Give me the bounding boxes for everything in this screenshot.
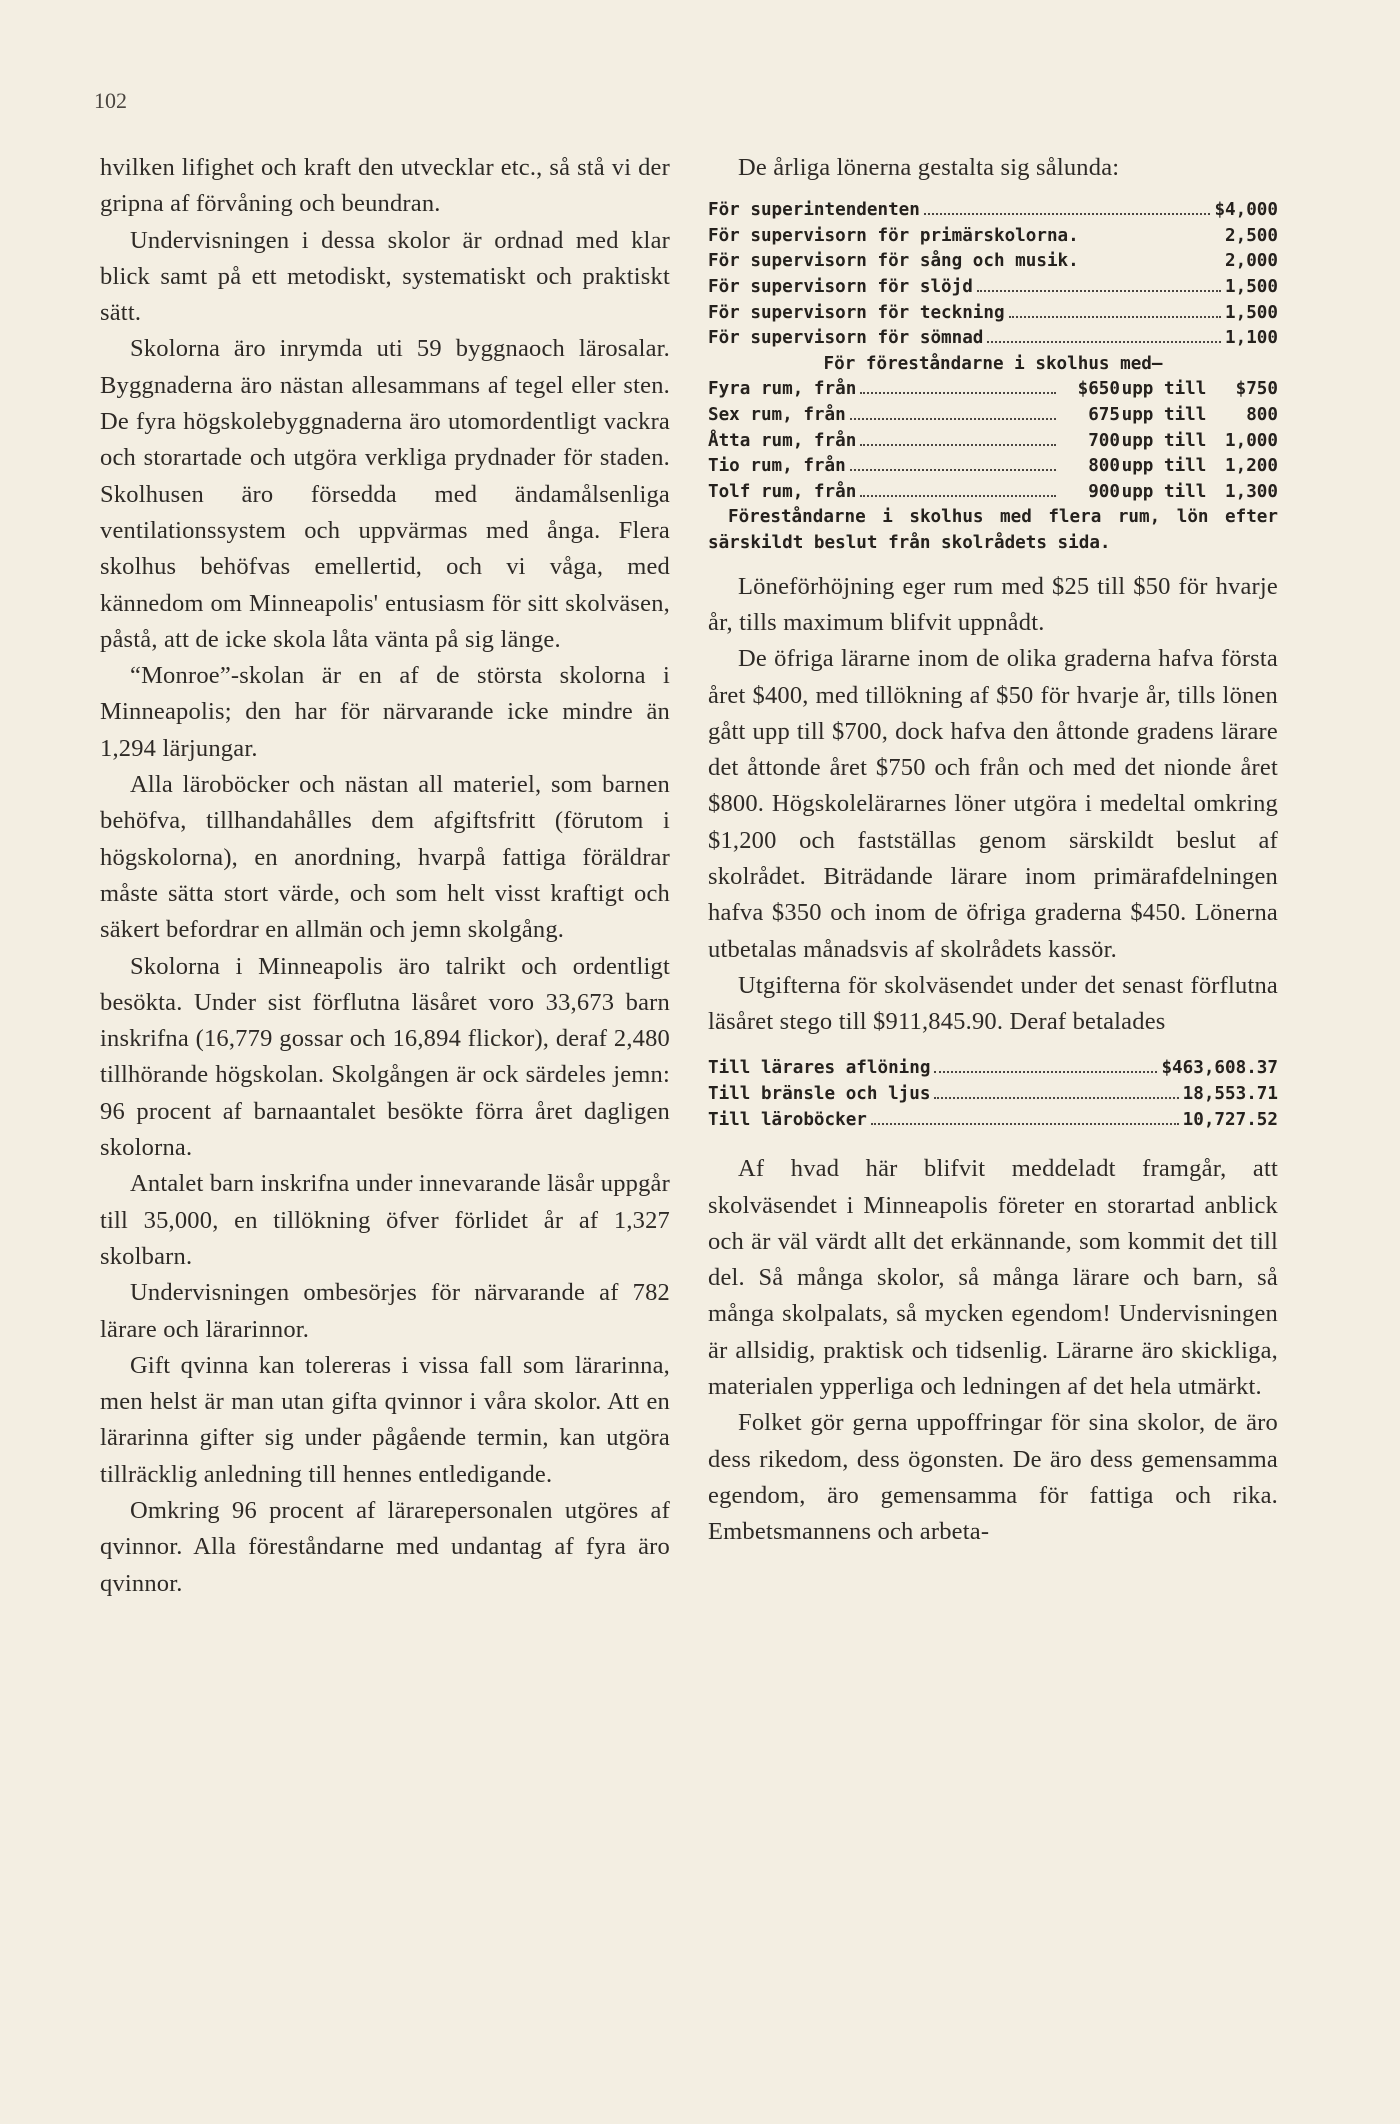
range-separator: upp till (1121, 481, 1207, 502)
principal-row (708, 480, 1278, 506)
expense-amount: $463,608.37 (1161, 1058, 1278, 1079)
paragraph: Omkring 96 procent af lärarepersonalen utgöres af qvinnor. Alla föreståndarne med undantag af fyra äro qvinnor. (100, 1496, 670, 1597)
principal-label: Sex rum, från (708, 405, 846, 426)
dot-leader (977, 278, 1221, 292)
expense-row (708, 1108, 1278, 1134)
salary-label: För supervisorn för primärskolorna. (708, 225, 1079, 246)
paragraph: Undervisningen i dessa skolor är ordnad med klar blick samt på ett metodiskt, systematiskt och praktiskt sätt. (100, 226, 670, 327)
paragraph: De öfriga lärarne inom de olika graderna hafva första året $400, med tillökning af $50 för hvarje år, tills lönen gått upp till $700, dock hafva den åttonde gradens lärare det åttonde året $750 och från och med det nionde året $800. Högskolelärarnes löner utgöra i medeltal omkring $1,200 och fastställas genom särskildt beslut af skolrådet. Biträdande lärare inom primärafdelningen hafva $350 och inom de öfriga graderna $450. Lönerna utbetalas månadsvis af skolrådets kassör. (708, 645, 1278, 963)
paragraph: Utgifterna för skolväsendet under det senast förflutna läsåret stego till $911,845.90. Deraf betalades (708, 971, 1278, 1036)
salary-amount: 2,000 (1225, 251, 1278, 272)
page-number: 102 (94, 88, 127, 113)
range-to: $750 (1235, 379, 1278, 400)
expense-label: Till läroböcker (708, 1109, 867, 1130)
paragraph: Löneförhöjning eger rum med $25 till $50 för hvarje år, tills maximum blifvit uppnådt. (708, 572, 1278, 636)
range-to: 1,300 (1225, 481, 1278, 502)
paragraph: hvilken lifighet och kraft den utvecklar etc., så stå vi der gripna af förvåning och beundran. (100, 154, 670, 218)
dot-leader (860, 483, 1056, 497)
principal-label: Tio rum, från (708, 456, 846, 477)
principal-row (708, 403, 1278, 429)
salary-label: För supervisorn för slöjd (708, 277, 973, 298)
range-to: 800 (1246, 405, 1278, 426)
dot-leader (934, 1059, 1157, 1073)
range-to: 1,000 (1225, 430, 1278, 451)
range-separator: upp till (1121, 379, 1207, 400)
principal-label: Åtta rum, från (708, 430, 857, 451)
expense-row (708, 1056, 1278, 1082)
expense-table (708, 1056, 1278, 1133)
dot-leader (987, 329, 1221, 343)
salary-amount: 1,100 (1225, 328, 1278, 349)
salary-label: För supervisorn för sång och musik. (708, 251, 1079, 272)
dot-leader (860, 431, 1056, 445)
range-from: 900 (1088, 481, 1120, 502)
salary-intro: De årliga lönerna gestalta sig sålunda: (738, 154, 1120, 181)
salary-label: För supervisorn för sömnad (708, 328, 984, 349)
salary-row (708, 275, 1278, 301)
dot-leader (1083, 229, 1221, 241)
range-separator: upp till (1121, 456, 1207, 477)
range-from: 800 (1088, 456, 1120, 477)
range-separator: upp till (1121, 430, 1207, 451)
salary-amount: 1,500 (1225, 277, 1278, 298)
range-from: 700 (1088, 430, 1120, 451)
expense-label: Till lärares aflöning (708, 1058, 931, 1079)
dot-leader (871, 1110, 1179, 1124)
paragraph: Antalet barn inskrifna under innevarande läsår uppgår till 35,000, en tillökning öfver förlidet år af 1,327 skolbarn. (100, 1170, 670, 1270)
paragraph: Undervisningen ombesörjes för närvarande af 782 lärare och lärarinnor. (100, 1279, 670, 1343)
range-to: 1,200 (1225, 456, 1278, 477)
salary-label: För supervisorn för teckning (708, 302, 1005, 323)
dot-leader (1083, 254, 1221, 266)
dot-leader (850, 457, 1056, 471)
paragraph: Alla läroböcker och nästan all materiel, som barnen behöfva, tillhandahålles dem afgiftsfritt (förutom i högskolorna), en anordning, hvarpå fattiga föräldrar måste sätta stort värde, och som helt visst kraftigt och säkert befordrar en allmän och jemn skolgång. (100, 771, 670, 944)
range-from: $650 (1077, 379, 1120, 400)
salary-amount: 2,500 (1225, 225, 1278, 246)
salary-row (708, 326, 1278, 352)
salary-row (708, 301, 1278, 327)
principals-note: Föreståndarne i skolhus med flera rum, lön efter särskildt beslut från skolrådets sida. (708, 507, 1278, 554)
expense-amount: 18,553.71 (1182, 1084, 1278, 1105)
paragraph: Gift qvinna kan tolereras i vissa fall som lärarinna, men helst är man utan gifta qvinnor i våra skolor. Att en lärarinna gifter sig under pågående termin, kan utgöra tillräcklig anledning till hennes entledigande. (100, 1351, 670, 1488)
dot-leader (860, 380, 1056, 394)
paragraph: “Monroe”-skolan är en af de största skolorna i Minneapolis; den har för närvarande icke mindre än 1,294 lärjungar. (100, 662, 670, 762)
dot-leader (924, 201, 1211, 215)
salary-table (708, 198, 1278, 556)
paragraph: Folket gör gerna uppoffringar för sina skolor, de äro dess rikedom, dess ögonsten. De äro dess gemensamma egendom, äro gemensamma för fattiga och rika. Embetsmannens och arbeta- (708, 1409, 1278, 1546)
range-separator: upp till (1121, 405, 1207, 426)
salary-row (708, 198, 1278, 224)
salary-row (708, 249, 1278, 275)
paragraph: Af hvad här blifvit meddeladt framgår, att skolväsendet i Minneapolis företer en storartad anblick och är väl värdt allt det erkännande, som kommit det till del. Så många skolor, så många lärare och barn, så många skolpalats, så mycken egendom! Undervisningen är allsidig, praktisk och tidsenlig. Lärarne äro skickliga, materialen ypperliga och ledningen af det hela utmärkt. (708, 1155, 1278, 1401)
principal-row (708, 377, 1278, 403)
principals-heading: För föreståndarne i skolhus med— (823, 353, 1163, 374)
principal-label: Fyra rum, från (708, 379, 857, 400)
dot-leader (934, 1085, 1178, 1099)
salary-label: För superintendenten (708, 200, 920, 221)
salary-amount: $4,000 (1214, 200, 1278, 221)
principal-row (708, 429, 1278, 455)
expense-row (708, 1082, 1278, 1108)
principal-row (708, 454, 1278, 480)
paragraph: Skolorna äro inrymda uti 59 byggnaoch lärosalar. Byggnaderna äro nästan allesammans af tegel eller sten. De fyra högskolebyggnaderna äro utomordentligt vackra och storartade och utgöra verkliga prydnader för staden. Skolhusen äro försedda med ändamålsenliga ventilationssystem och uppvärmas med ånga. Flera skolhus behöfvas emellertid, och vi våga, med kännedom om Minneapolis' entusiasm för sitt skolväsen, påstå, att de icke skola låta vänta på sig länge. (100, 335, 670, 653)
left-column (100, 150, 670, 1602)
right-column (708, 150, 1278, 1551)
salary-row (708, 224, 1278, 250)
dot-leader (1009, 303, 1221, 317)
dot-leader (850, 406, 1056, 420)
paragraph: Skolorna i Minneapolis äro talrikt och ordentligt besökta. Under sist förflutna läsåret voro 33,673 barn inskrifna (16,779 gossar och 16,894 flickor), deraf 2,480 tillhörande högskolan. Skolgången är ock särdeles jemn: 96 procent af barnaantalet besökte förra året dagligen skolorna. (100, 952, 670, 1162)
expense-label: Till bränsle och ljus (708, 1084, 931, 1105)
principal-label: Tolf rum, från (708, 481, 857, 502)
expense-amount: 10,727.52 (1182, 1109, 1278, 1130)
range-from: 675 (1088, 405, 1120, 426)
salary-amount: 1,500 (1225, 302, 1278, 323)
